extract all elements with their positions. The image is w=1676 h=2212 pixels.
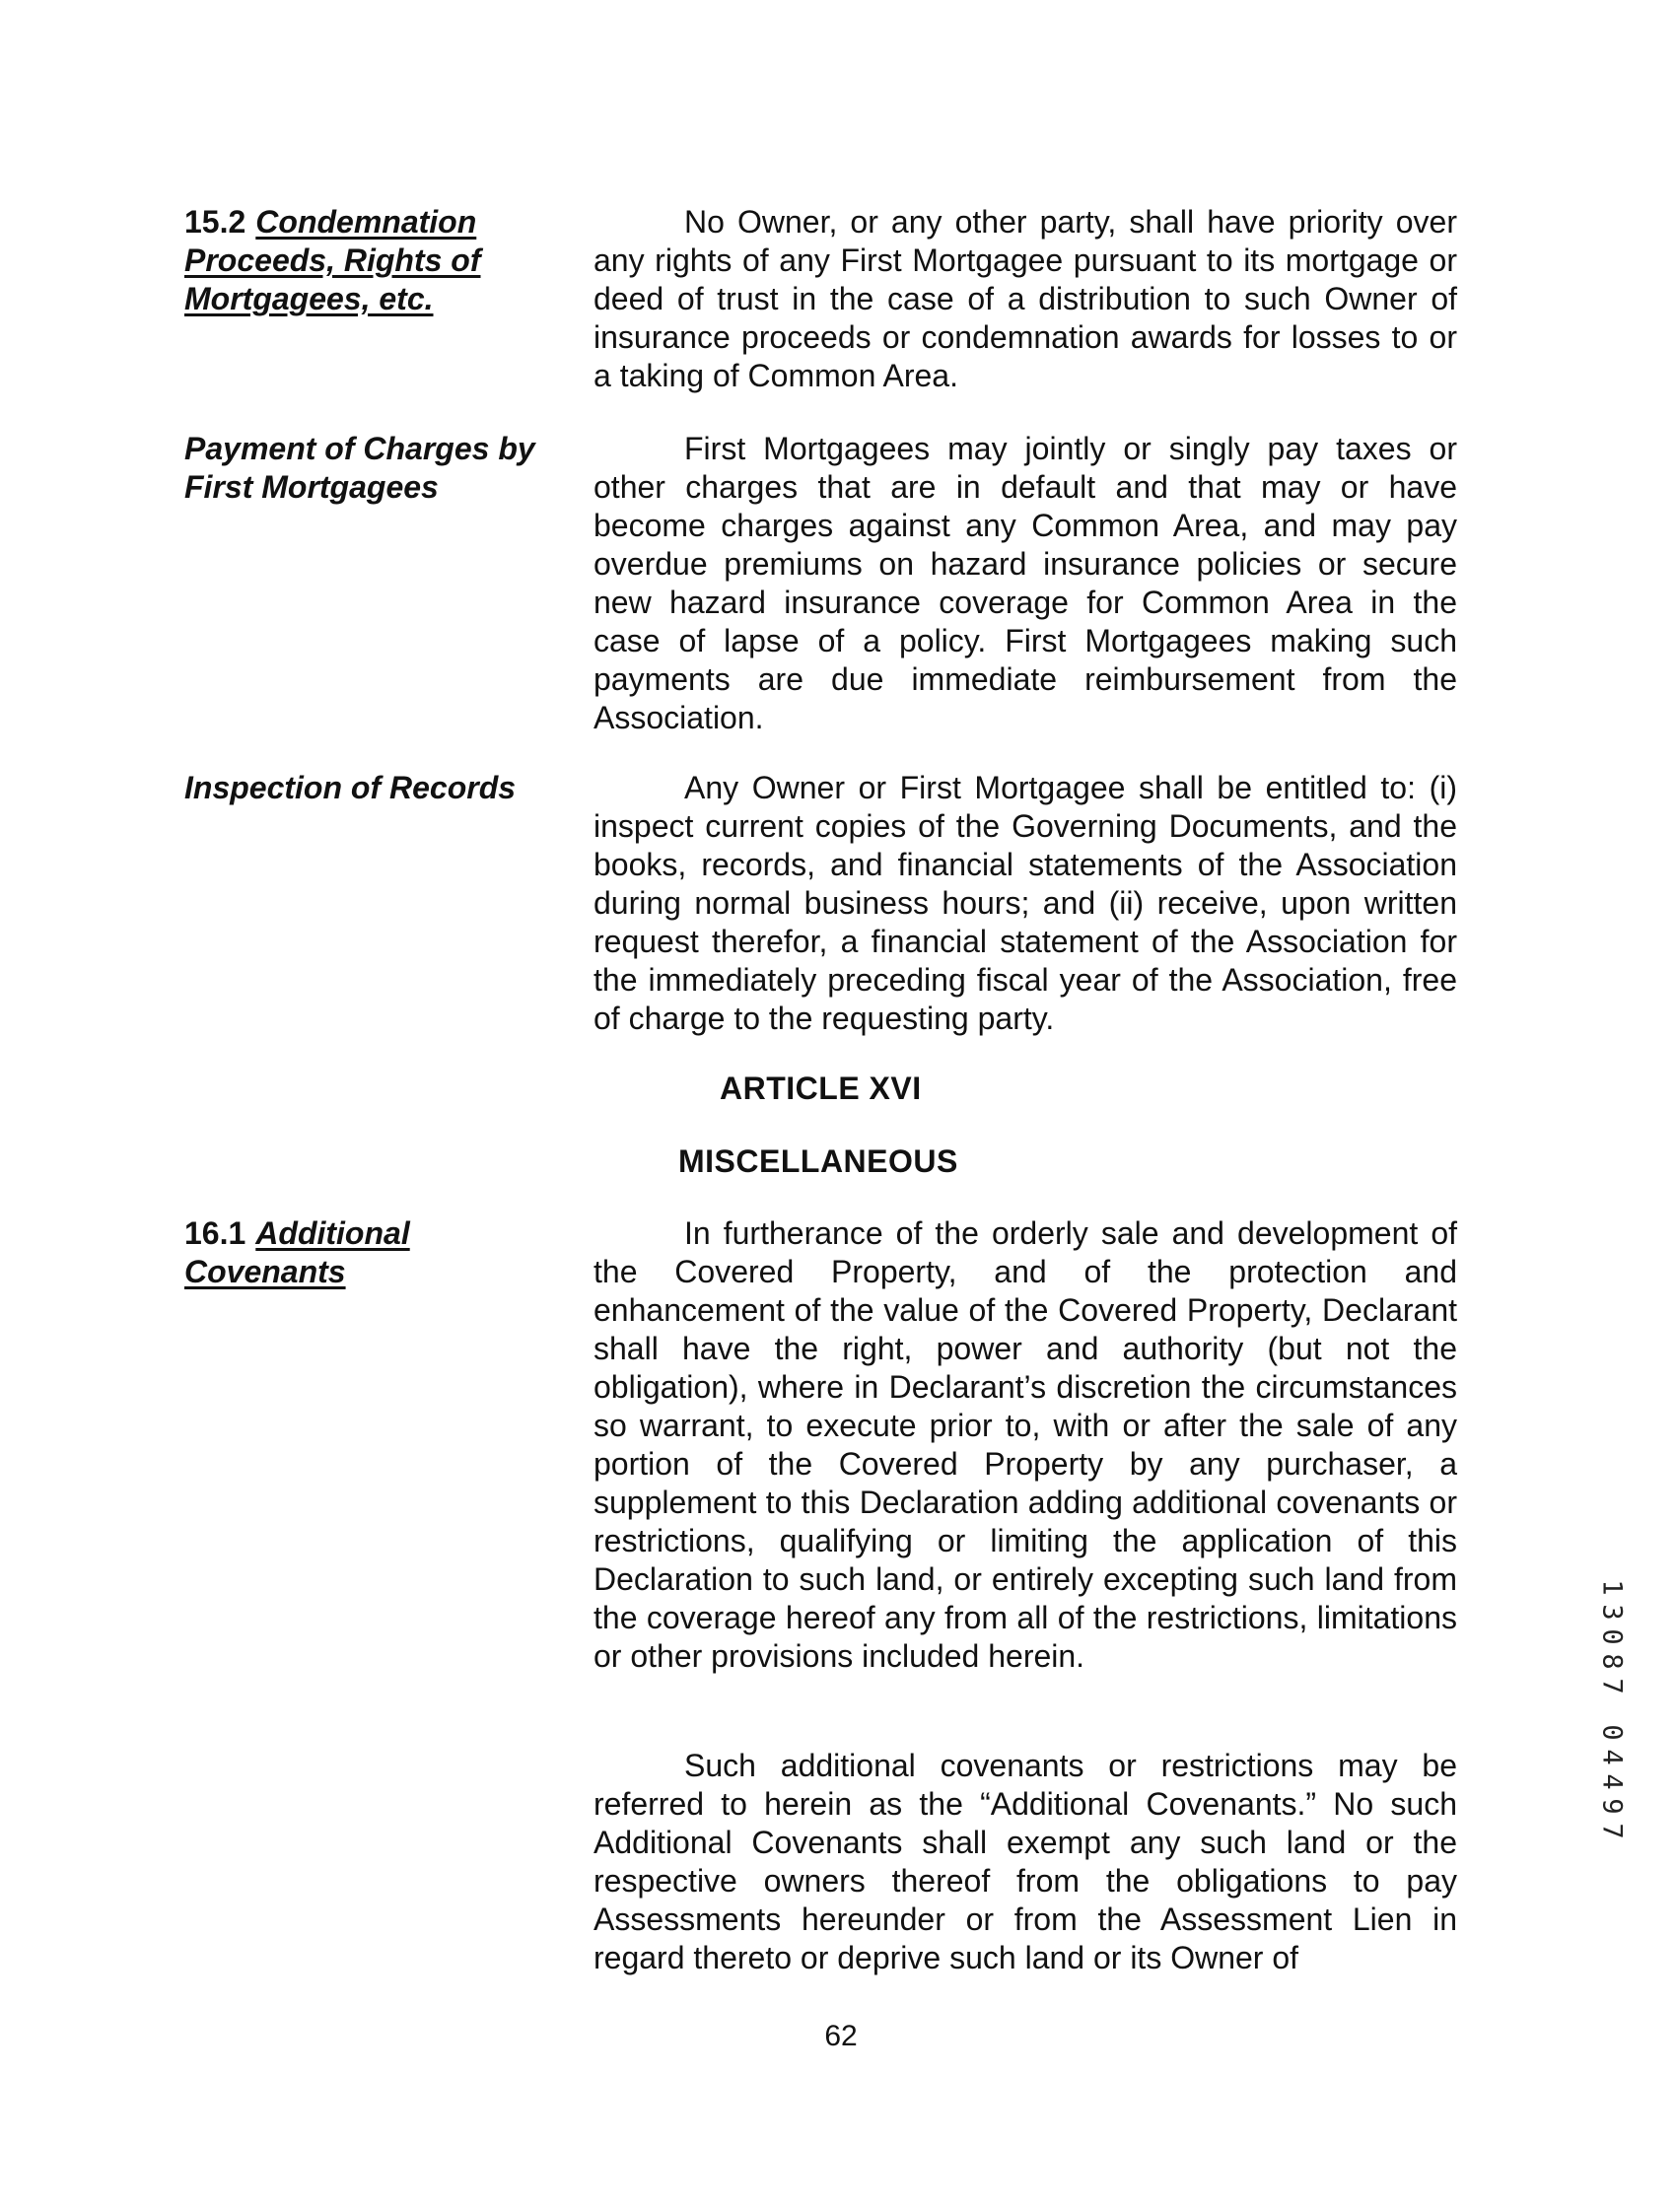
heading-line: Covenants [184, 1254, 346, 1289]
stamp-digit: 0 [1596, 1724, 1628, 1741]
section-16-1-paragraph-1: In furtherance of the orderly sale and development of the Covered Property, and of the protection and enhancement of the value of the Covered Property, Declarant shall have the right, power and authority (but not the obligation), where in Declarant’s discretion the circumstances so warrant, to execute prior to, with or after the sale of any portion of the Covered Property by any purchaser, a supplement to this Declaration adding additional covenants or restrictions, qualifying or limiting the application of this Declaration to such land, or entirely excepting such land from the coverage hereof any from all of the restrictions, limitations or other provisions included herein. [594, 1215, 1457, 1674]
recording-stamp [1597, 1575, 1627, 1843]
payment-of-charges-heading [184, 430, 579, 507]
heading-line: Condemnation [255, 204, 477, 240]
stamp-digit: 4 [1596, 1749, 1628, 1765]
stamp-digit: 8 [1596, 1653, 1628, 1670]
section-15-2-body: No Owner, or any other party, shall have priority over any rights of any First Mortgagee pursuant to its mortgage or deed of trust in the case of a distribution to such Owner of insurance proceeds or condemnation awards for losses to or a taking of Common Area. [594, 204, 1457, 393]
payment-of-charges-body: First Mortgagees may jointly or singly pay taxes or other charges that are in default and that may or have become charges against any Common Area, and may pay overdue premiums on hazard insurance policies or secure new hazard insurance coverage for Common Area in the case of lapse of a policy. First Mortgagees making such payments are due immediate reimbursement from the Association. [594, 431, 1457, 735]
section-15-2-heading [184, 203, 579, 318]
stamp-digit: 7 [1596, 1823, 1628, 1839]
stamp-digit: 3 [1596, 1604, 1628, 1621]
inspection-of-records-heading [184, 769, 579, 807]
article-number: ARTICLE XVI [720, 1071, 922, 1106]
stamp-digit: 9 [1596, 1798, 1628, 1815]
stamp-digit: 4 [1596, 1773, 1628, 1790]
heading-line: Proceeds, Rights of [184, 242, 481, 278]
stamp-digit: 0 [1596, 1628, 1628, 1645]
stamp-digit: 7 [1596, 1678, 1628, 1694]
heading-line: Inspection of Records [184, 770, 517, 805]
heading-line: Mortgagees, etc. [184, 281, 434, 316]
heading-line: First Mortgagees [184, 469, 439, 505]
section-16-1-paragraph-2: Such additional covenants or restrictions may be referred to herein as the “Additional Covenants.” No such Additional Covenants shall exempt any such land or the respective owners thereof from the obligations to pay Assessments hereunder or from the Assessment Lien in regard thereto or deprive such land or its Owner of [594, 1748, 1457, 1975]
section-number: 16.1 [184, 1215, 246, 1251]
article-title: MISCELLANEOUS [678, 1143, 958, 1179]
page-number: 62 [824, 2020, 858, 2052]
stamp-digit: 1 [1596, 1579, 1628, 1596]
inspection-of-records-body: Any Owner or First Mortgagee shall be entitled to: (i) inspect current copies of the Governing Documents, and the books, records, and financial statements of the Association during normal business hours; and (ii) receive, upon written request therefor, a financial statement of the Association for the immediately preceding fiscal year of the Association, free of charge to the requesting party. [594, 770, 1457, 1036]
section-number: 15.2 [184, 204, 246, 240]
section-16-1-heading [184, 1214, 579, 1291]
heading-line: Payment of Charges by [184, 431, 535, 466]
heading-line: Additional [255, 1215, 410, 1251]
